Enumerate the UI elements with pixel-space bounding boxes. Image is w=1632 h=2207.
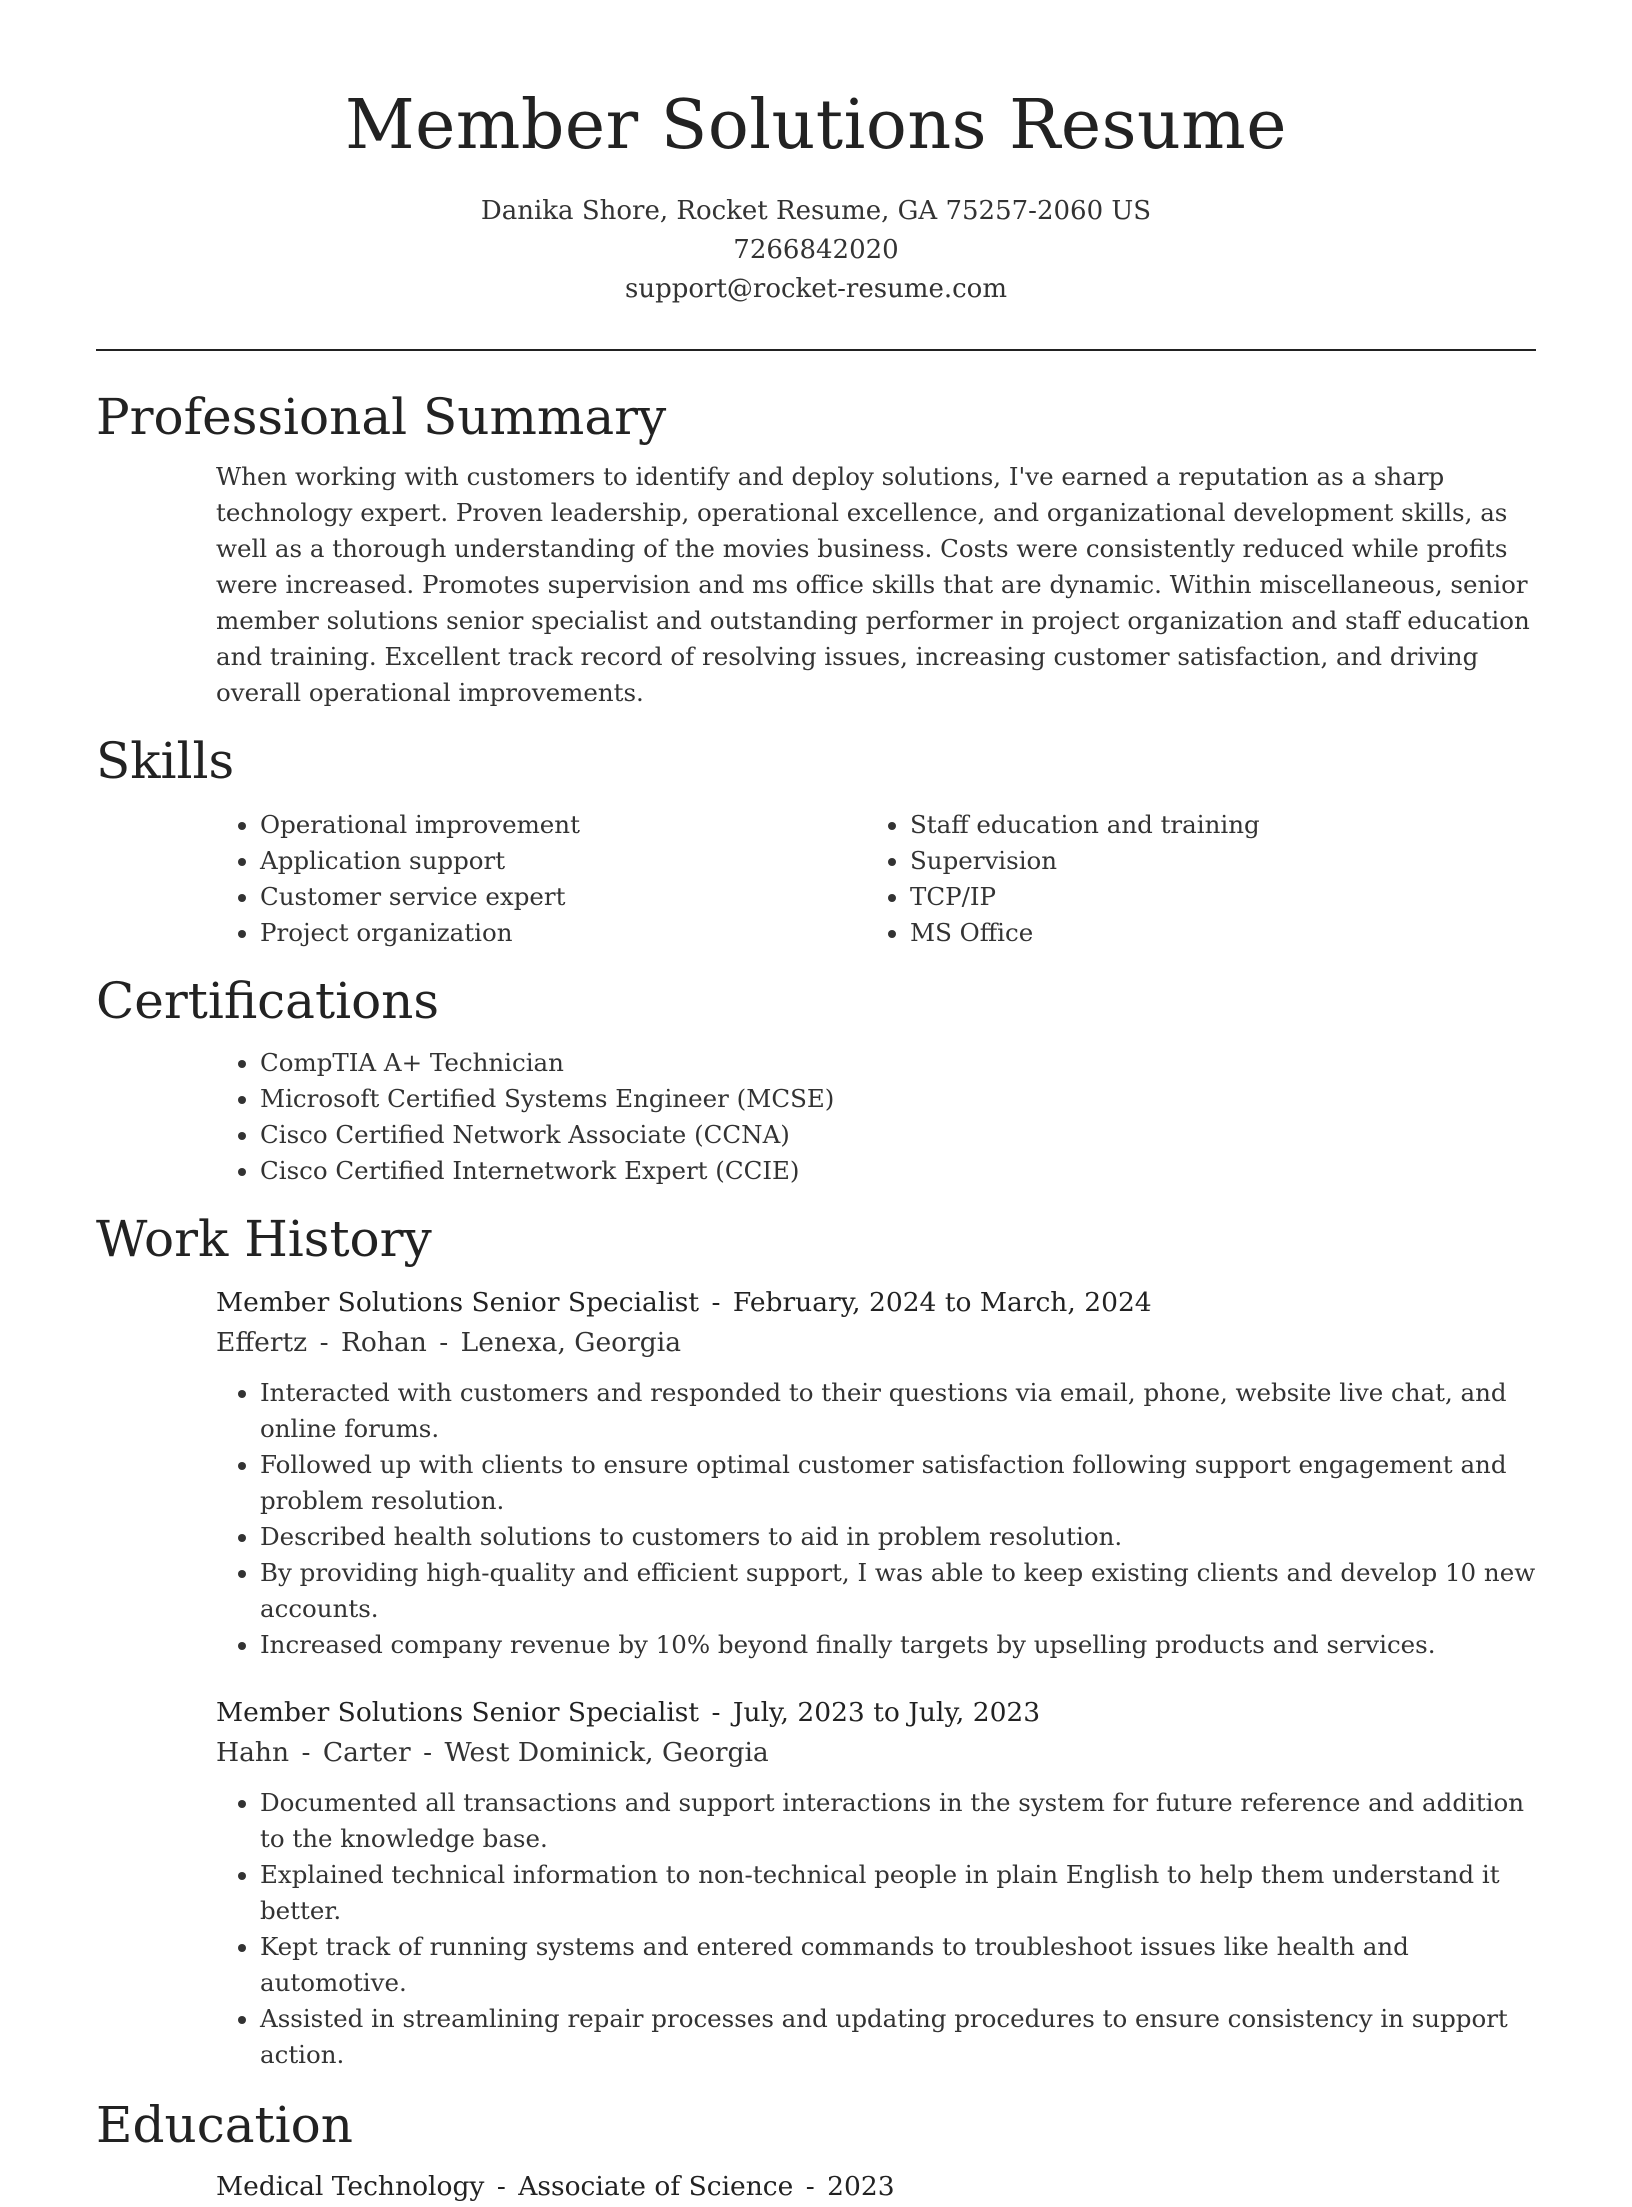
contact-block: [96, 192, 1536, 309]
job-bullet: • Explained technical information to non-technical people in plain English to help them understand it better.: [260, 1857, 1536, 1929]
skills-list-right: [866, 807, 1516, 951]
separator: -: [301, 1737, 311, 1768]
job-bullets: [216, 1785, 1536, 2073]
job-bullet: • By providing high-quality and efficient support, I was able to keep existing clients and develop 10 new accounts.: [260, 1555, 1536, 1627]
education-line: [216, 2167, 1536, 2207]
separator: -: [496, 2171, 506, 2202]
section-summary: [96, 385, 1536, 711]
separator: -: [805, 2171, 815, 2202]
resume-title: Member Solutions Resume: [345, 86, 1287, 165]
section-work-history: [96, 1207, 1536, 2073]
certifications-body: [96, 1045, 1536, 1189]
skill-item: • Supervision: [910, 843, 1516, 879]
job-company-secondary: Rohan: [340, 1327, 427, 1358]
skill-item: • MS Office: [910, 915, 1516, 951]
job-entry: [96, 1283, 1536, 1663]
certification-item: • Cisco Certified Network Associate (CCNA): [260, 1117, 1536, 1153]
section-title-education: Education: [96, 2096, 353, 2154]
resume-page: [96, 0, 1536, 2207]
job-bullet: • Described health solutions to customers to aid in problem resolution.: [260, 1519, 1536, 1555]
skills-list-left: [216, 807, 866, 951]
certifications-list: [216, 1045, 1536, 1189]
job-dates: July, 2023 to July, 2023: [732, 1697, 1041, 1728]
skill-item: • Application support: [260, 843, 866, 879]
contact-email: support@rocket-resume.com: [624, 274, 1007, 304]
job-bullet: • Kept track of running systems and entered commands to troubleshoot issues like health and automotive.: [260, 1929, 1536, 2001]
job-company-line: [216, 1733, 1536, 1773]
contact-address: Danika Shore, Rocket Resume, GA 75257-2060 US: [480, 196, 1152, 226]
section-certifications: [96, 969, 1536, 1189]
job-title: Member Solutions Senior Specialist: [216, 1697, 700, 1728]
section-title-certifications: Certifications: [96, 972, 440, 1030]
separator: -: [319, 1327, 329, 1358]
contact-phone: 7266842020: [733, 235, 899, 265]
job-bullet: • Assisted in streamlining repair processes and updating procedures to ensure consistency in support action.: [260, 2001, 1536, 2073]
job-company: Hahn: [216, 1737, 290, 1768]
section-title-skills: Skills: [96, 732, 235, 790]
separator: -: [711, 1697, 721, 1728]
skill-item: • Operational improvement: [260, 807, 866, 843]
section-title-work-history: Work History: [96, 1210, 432, 1268]
resume-header: [96, 0, 1536, 309]
job-bullet: • Increased company revenue by 10% beyond finally targets by upselling products and services.: [260, 1627, 1536, 1663]
section-education: [96, 2093, 1536, 2207]
certification-item: • CompTIA A+ Technician: [260, 1045, 1536, 1081]
separator: -: [439, 1327, 449, 1358]
job-title-line: [216, 1693, 1536, 1733]
job-bullet: • Followed up with clients to ensure optimal customer satisfaction following support engagement and problem resolution.: [260, 1447, 1536, 1519]
skills-column-right: [866, 807, 1516, 951]
skills-grid: [216, 807, 1536, 951]
job-company-secondary: Carter: [322, 1737, 411, 1768]
job-bullets: [216, 1375, 1536, 1663]
job-bullet: • Documented all transactions and support interactions in the system for future reference and addition to the knowledge base.: [260, 1785, 1536, 1857]
section-skills: [96, 729, 1536, 951]
skills-body: [96, 807, 1536, 951]
summary-text: When working with customers to identify and deploy solutions, I've earned a reputation as a sharp technology expert. Proven leadership, operational excellence, and organizational development skills, as well as a thorough understanding of the movies business. Costs were consistently reduced while profits were increased. Promotes supervision and ms office skills that are dynamic. Within miscellaneous, senior member solutions senior specialist and outstanding performer in project organization and staff education and training. Excellent track record of resolving issues, increasing customer satisfaction, and driving overall operational improvements.: [216, 462, 1530, 707]
certification-item: • Microsoft Certified Systems Engineer (MCSE): [260, 1081, 1536, 1117]
job-entry: [96, 1693, 1536, 2073]
skill-item: • Project organization: [260, 915, 866, 951]
job-title-line: [216, 1283, 1536, 1323]
education-field: Medical Technology: [216, 2171, 485, 2202]
skill-item: • TCP/IP: [910, 879, 1516, 915]
section-title-summary: Professional Summary: [96, 388, 667, 446]
education-body: [96, 2167, 1536, 2207]
job-location: West Dominick, Georgia: [444, 1737, 769, 1768]
education-degree: Associate of Science: [518, 2171, 794, 2202]
job-location: Lenexa, Georgia: [460, 1327, 682, 1358]
job-company: Effertz: [216, 1327, 308, 1358]
separator: -: [423, 1737, 433, 1768]
summary-body: [96, 459, 1536, 711]
job-title: Member Solutions Senior Specialist: [216, 1287, 700, 1318]
education-year: 2023: [827, 2171, 895, 2202]
skill-item: • Staff education and training: [910, 807, 1516, 843]
job-company-line: [216, 1323, 1536, 1363]
job-dates: February, 2024 to March, 2024: [732, 1287, 1152, 1318]
job-bullet: • Interacted with customers and responded to their questions via email, phone, website live chat, and online forums.: [260, 1375, 1536, 1447]
certification-item: • Cisco Certified Internetwork Expert (CCIE): [260, 1153, 1536, 1189]
skill-item: • Customer service expert: [260, 879, 866, 915]
skills-column-left: [216, 807, 866, 951]
header-divider: [96, 349, 1536, 351]
separator: -: [711, 1287, 721, 1318]
